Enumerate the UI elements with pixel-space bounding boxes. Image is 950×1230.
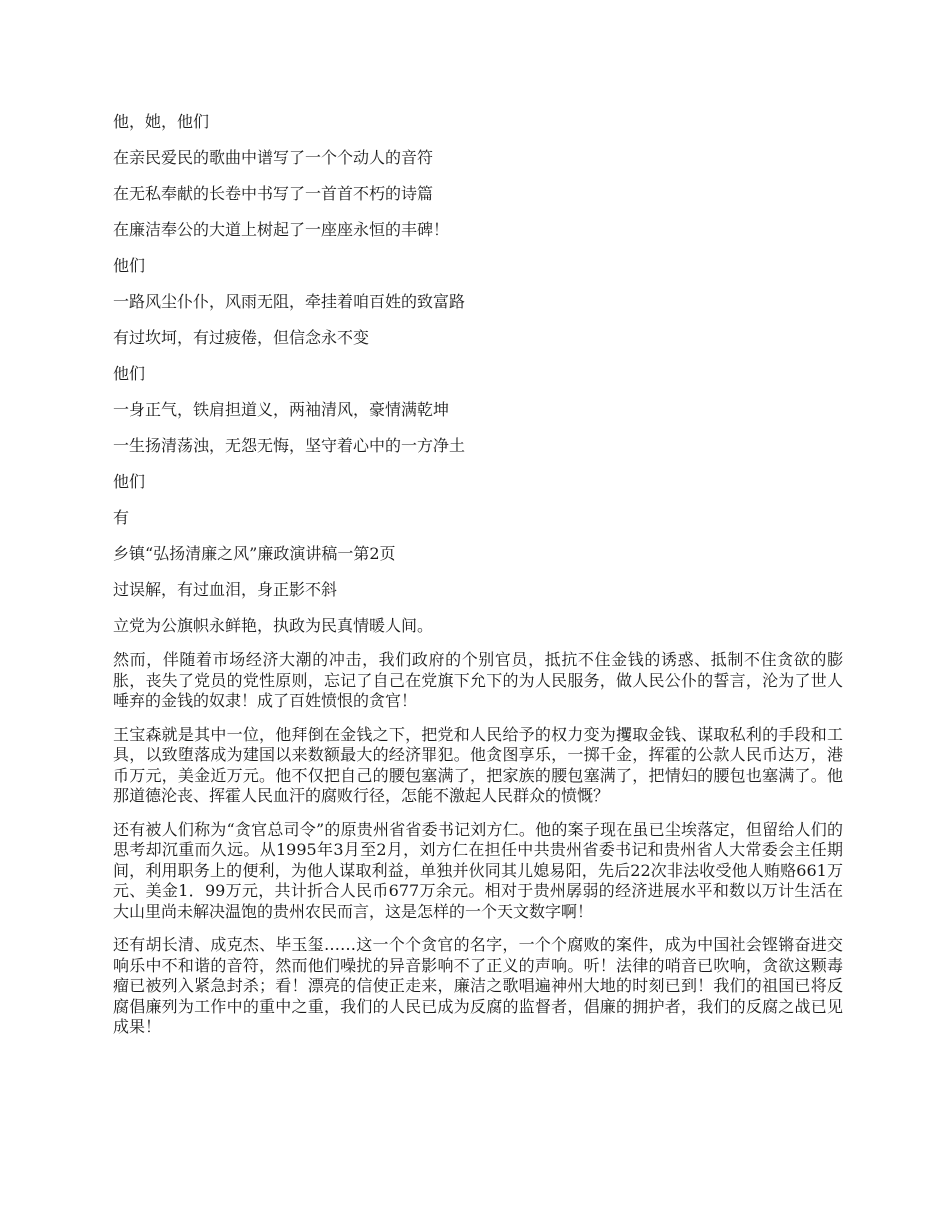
body-paragraph: 王宝森就是其中一位，他拜倒在金钱之下，把党和人民给予的权力变为攫取金钱、谋取私利的手段和工具，以致堕落成为建国以来数额最大的经济罪犯。他贪图享乐，一掷千金，挥霍的公款人民币达万，港币万元，美金近万元。他不仅把自己的腰包塞满了，把家族的腰包塞满了，把情妇的腰包也塞满了。他那道德沦丧、挥霍人民血汗的腐败行径，怎能不激起人民群众的愤慨？: [113, 724, 843, 805]
verse-line: 在廉洁奉公的大道上树起了一座座永恒的丰碑！: [113, 220, 450, 239]
verse-line: 在亲民爱民的歌曲中谱写了一个个动人的音符: [113, 148, 434, 167]
verse-line: 他们: [113, 256, 146, 275]
body-paragraph: 还有被人们称为“贪官总司令”的原贵州省省委书记刘方仁。他的案子现在虽已尘埃落定，但留给人们的思考却沉重而久远。从1995年3月至2月，刘方仁在担任中共贵州省委书记和贵州省人大常委会主任期间，利用职务上的便利，为他人谋取利益，单独并伙同其儿媳易阳，先后22次非法收受他人贿赂661万元、美金1．99万元，共计折合人民币677万余元。相对于贵州孱弱的经济进展水平和数以万计生活在大山里尚未解决温饱的贵州农民而言，这是怎样的一个天文数字啊！: [113, 819, 843, 921]
verse-line: 一身正气，铁肩担道义，两袖清风，豪情满乾坤: [113, 400, 450, 419]
verse-line: 一生扬清荡浊，无怨无悔，坚守着心中的一方净土: [113, 436, 466, 455]
verse-line: 有: [113, 508, 130, 527]
body-paragraph: 然而，伴随着市场经济大潮的冲击，我们政府的个别官员，抵抗不住金钱的诱惑、抵制不住贪欲的膨胀，丧失了党员的党性原则，忘记了自己在党旗下允下的为人民服务，做人民公仆的誓言，沦为了世人唾弃的金钱的奴隶！成了百姓愤恨的贪官！: [113, 650, 843, 710]
verse-line: 他，她，他们: [113, 112, 210, 131]
verse-line: 他们: [113, 472, 146, 491]
verse-line: 他们: [113, 364, 146, 383]
verse-line: 过误解，有过血泪，身正影不斜: [113, 580, 338, 599]
verse-line: 有过坎坷，有过疲倦，但信念永不变: [113, 328, 370, 347]
verse-line: 立党为公旗帜永鲜艳，执政为民真情暖人间。: [113, 616, 434, 635]
document-body: [113, 110, 843, 1051]
verse-line: 一路风尘仆仆，风雨无阻，牵挂着咱百姓的致富路: [113, 292, 466, 311]
verse-line: 在无私奉献的长卷中书写了一首首不朽的诗篇: [113, 184, 434, 203]
page-header-text: 乡镇“弘扬清廉之风”廉政演讲稿一第2页: [113, 544, 396, 563]
body-paragraph: 还有胡长清、成克杰、毕玉玺……这一个个贪官的名字，一个个腐败的案件，成为中国社会铿锵奋进交响乐中不和谐的音符，然而他们噪扰的异音影响不了正义的声响。听！法律的哨音已吹响，贪欲这颗毒瘤已被列入紧急封杀；看！漂亮的信使正走来，廉洁之歌唱遍神州大地的时刻已到！我们的祖国已将反腐倡廉列为工作中的重中之重，我们的人民已成为反腐的监督者，倡廉的拥护者，我们的反腐之战已见成果！: [113, 935, 843, 1036]
